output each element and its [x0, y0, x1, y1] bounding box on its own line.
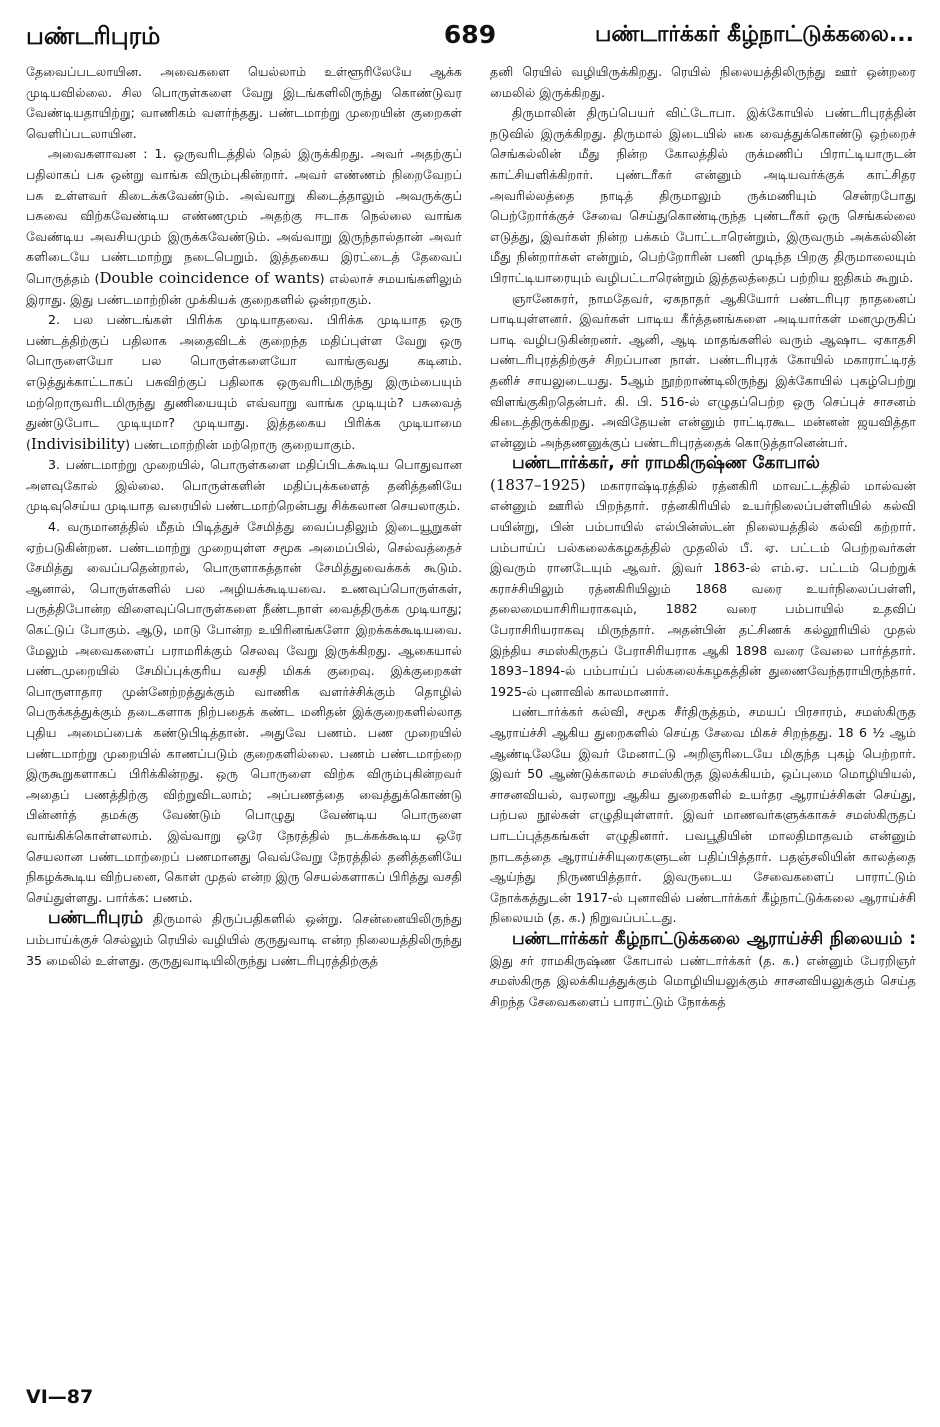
entry-text-institute: இது சர் ராமகிருஷ்ண கோபால் பண்டார்க்கர் (த. க.) என்னும் பேரறிஞர் சமஸ்கிருத இலக்கியத்துக்கும் மொழியியலுக்கும் சாசனவியலுக்கும் செய்த சிறந்த சேவைகளைப் பாராட்டும் நோக்கத் — [490, 952, 916, 1009]
entry-text-pandaripuram: திருமால் திருப்பதிகளில் ஒன்று. சென்னையிலிருந்து பம்பாய்க்குச் செல்லும் ரெயில் வழியில் குருதுவாடி என்ற நிலையத்திலிருந்து 35 மைலில் உள்ளது. குருதுவாடியிலிருந்து பண்டரிபுரத்திற்குத் — [26, 911, 462, 968]
entry-text-bhandarkar: மகாராஷ்டிரத்தில் ரத்னகிரி மாவட்டத்தில் மால்வன் என்னும் ஊரில் பிறந்தார். ரத்னகிரியில் உயர்நிலைப்பள்ளியில் கல்வி பயின்று, பின் பம்பாயில் எல்பின்ஸ்டன் நிலையத்தில் கல்வி கற்றார். பம்பாய்ப் பல்கலைக்கழகத்தில் முதலில் பீ. ஏ. பட்டம் பெற்றவர்கள் இவரும் ரானடேயும் ஆவர். இவர் 1863-ல் எம்.ஏ. பட்டம் பெற்றுக் கராச்சியிலும் ரத்னகிரியிலும் 1868 வரை உயர்நிலைப்பள்ளி, தலைமையாசிரியராகவும், 1882 வரை பம்பாயில் உதவிப் பேராசிரியராகவு மிருந்தார். அதன்பின் தட்சிணக் கல்லூரியில் முதல் இந்திய சமஸ்கிருதப் பேராசிரியராக ஆகி 1898 வரை வேலை பார்த்தார். 1893–1894-ல் பம்பாய்ப் பல்கலைக்கழகத்தின் துணைவேந்தராயிருந்தார். 1925-ல் புனாவில் காலமானார். — [490, 477, 916, 699]
latin-term-indivisibility: Indivisibility — [30, 434, 126, 453]
latin-term-double-coincidence: Double coincidence of wants — [99, 268, 320, 287]
running-head-left: பண்டரிபுரம் — [26, 22, 161, 50]
paragraph-5: 4. வருமானத்தில் மீதம் பிடித்துச் சேமித்து வைப்பதிலும் இடையூறுகள் ஏற்படுகின்றன. பண்டமாற்று முறையுள்ள சமூக அமைப்பில், செல்வத்தைச் சேமித்து வைப்பதென்றால், பொருளாகத்தான் சேமித்துவைக்கக் கூடும். ஆனால், பொருள்களில் பல அழியக்கூடியவை. உணவுப்பொருள்கள், பருத்திபோன்ற விளைவுப்பொருள்களை நீண்டநாள் வைத்திருக்க முடியாது; கெட்டுப் போகும். ஆடு, மாடு போன்ற உயிரினங்களோ இறக்கக்கூடியவை. மேலும் அவைகளைப் பராமரிக்கும் செலவு வேறு இருக்கிறது. ஆகையால் பண்டமுறையில் சேமிப்புக்குரிய வசதி மிகக் குறைவு. இக்குறைகள் பொருளாதார முன்னேற்றத்துக்கும் வாணிக வளர்ச்சிக்கும் தொழில் பெருக்கத்துக்கும் தடைகளாக நிற்பதைக் கண்ட மனிதன் இக்குறைகளில்லாத புதிய அமைப்பைக் கண்டுபிடித்தான். அதுவே பணம். பண முறையில் பண்டமாற்று முறையில் காணப்படும் குறைகளில்லை. பணம் பண்டமாற்றை இருகூறுகளாகப் பிரிக்கின்றது. ஒரு பொருளை விற்க விரும்புகின்றவர் அதைப் பணத்திற்கு விற்றுவிடலாம்; அப்பணத்தை வைத்துக்கொண்டு பின்னர்த் தமக்கு வேண்டும் பொழுது வேண்டிய பொருளை வாங்கிக்கொள்ளலாம். இவ்வாறு ஒரே நேரத்தில் நடக்கக்கூடிய ஒரே செயலான பண்டமாற்றைப் பணமானது வெவ்வேறு நேரத்தில் தனித்தனியே நிகழக்கூடிய விற்பனை, கொள் முதல் என்ற இரு செயல்களாகப் பிரித்து வசதி செய்துள்ளது. பார்க்க: பணம். — [26, 519, 463, 905]
page-number: 689 — [443, 20, 497, 49]
paragraph-2 — [26, 144, 462, 310]
entry-heading-pandaripuram: பண்டரிபுரம் — [48, 908, 144, 929]
paragraph-r2: திருமாலின் திருப்பெயர் விட்டோபா. இக்கோயில் பண்டரிபுரத்தின் நடுவில் இருக்கிறது. திருமால் இடையில் கை வைத்துக்கொண்டு ஒற்றைச் செங்கல்லின் மீது நின்ற கோலத்தில் ருக்மணிப் பிராட்டியாருடன் காட்சியளிக்கிறார். புண்டரீகர் என்னும் அடியவர்க்குக் காட்சிதர அவரில்லத்தை நாடித் திருமாலும் ருக்மணியும் சென்றபோது பெற்றோர்க்குச் சேவை செய்துகொண்டிருந்த புண்டரீகர் ஒரு செங்கல்லை எடுத்து, இவர்கள் நின்ற பக்கம் போட்டாரென்றும், இருவரும் அக்கல்லின் மீது நின்றார்கள் என்றும், பெற்றோரின் பணி முடிந்த பிறகு திருமாலையும் பிராட்டியாரையும் வழிபட்டாரென்றும் இத்தலத்தைப் பற்றிய ஐதிகம் கூறும். — [490, 105, 916, 285]
paragraph-2-text-a: அவைகளாவன : 1. ஒருவரிடத்தில் நெல் இருக்கிறது. அவர் அதற்குப் பதிலாகப் பசு ஒன்று வாங்க விரும்புகின்றார். அவர் எண்ணம் நிறைவேறப் பசு உள்ளவர் கிடைக்கவேண்டும். அவ்வாறு கிடைத்தாலும் அவருக்குப் பசுவை விற்கவேண்டிய எண்ணமும் அதற்கு ஈடாக நெல்லை வாங்க வேண்டிய அவசியமும் இருக்கவேண்டும். அவ்வாறு இருந்தால்தான் அவர் களிடையே பண்டமாற்று நடைபெறும். இத்தகைய இரட்டைத் தேவைப் பொருத்தம் ( — [26, 146, 462, 286]
paragraph-2-text-b: ) எல்லாச் சமயங்களிலும் இராது. இது பண்டமாற்றின் முக்கியக் குறைகளில் ஒன்றாகும். — [26, 270, 462, 307]
paragraph-4: 3. பண்டமாற்று முறையில், பொருள்களை மதிப்பிடக்கூடிய பொதுவான அளவுகோல் இல்லை. பொருள்களின் மதிப்புக்களைத் தனித்தனியே முடிவுசெய்ய முடியாத வரையில் பண்டமாற்றென்பது சிக்கலான செயலாகும். — [26, 457, 462, 514]
paragraph-1: தேவைப்படலாயின. அவைகளை யெல்லாம் உள்ளூரிலேயே ஆக்க முடியவில்லை. சில பொருள்களை வேறு இடங்களிலிருந்து கொண்டுவர வேண்டியதாயிற்று; வாணிகம் வளர்ந்தது. பண்டமாற்று முறையின் குறைகள் வெளிப்படலாயின. — [26, 64, 462, 141]
entry-heading-institute: பண்டார்க்கர் கீழ்நாட்டுக்கலை ஆராய்ச்சி நிலையம் : — [512, 928, 916, 949]
entry-pandaripuram — [26, 908, 462, 971]
running-head-right: பண்டார்க்கர் கீழ்நாட்டுக்கலை... — [595, 22, 914, 47]
paragraph-r1: தனி ரெயில் வழியிருக்கிறது. ரெயில் நிலையத்திலிருந்து ஊர் ஒன்றரை மைலில் இருக்கிறது. — [490, 64, 916, 100]
paragraph-r5: பண்டார்க்கர் கல்வி, சமூக சீர்திருத்தம், சமயப் பிரசாரம், சமஸ்கிருத ஆராய்ச்சி ஆகிய துறைகளில் செய்த சேவை மிகச் சிறந்தது. 18 6 ½ ஆம் ஆண்டிலேயே இவர் மேனாட்டு அறிஞரிடையே மிகுந்த புகழ் பெற்றார். இவர் 50 ஆண்டுக்காலம் சமஸ்கிருத இலக்கியம், ஒப்புமை மொழியியல், சாசனவியல், வரலாறு ஆகிய துறைகளில் உயர்தர ஆராய்ச்சிகள் செய்து, பற்பல நூல்கள் எழுதியுள்ளார். இவர் மாணவர்களுக்காகச் சமஸ்கிருதப் பாடப்புத்தகங்கள் எழுதினார். பவபூதியின் மாலதிமாதவம் என்னும் நாடகத்தை ஆராய்ச்சியுரைகளுடன் பதிப்பித்தார். பதஞ்சலியின் காலத்தை ஆய்ந்து நிருணயித்தார். இவருடைய சேவைகளைப் பாராட்டும் நோக்கத்துடன் 1917-ல் புனாவில் பண்டார்க்கர் கீழ்நாட்டுக்கலை ஆராய்ச்சி நிலையம் (த. க.) நிறுவப்பட்டது. — [490, 704, 916, 926]
entry-heading-bhandarkar: பண்டார்க்கர், சர் ராமகிருஷ்ண கோபால் — [512, 453, 820, 474]
paragraph-r3: ஞானேசுரர், நாமதேவர், ஏகநாதர் ஆகியோர் பண்டரிபுர நாதனைப் பாடியுள்ளனர். இவர்கள் பாடிய கீர்த்தனங்களை அடியார்கள் மனமுருகிப் பாடி வழிபடுகின்றனர். ஆனி, ஆடி மாதங்களில் வரும் ஆஷாட ஏகாதசி பண்டரிபுரத்திற்குச் சிறப்பான நாள். பண்டரிபுரக் கோயில் மகாராட்டிரத் தனிச் சாயலுடையது. 5ஆம் நூற்றாண்டிலிருந்து இக்கோயில் புகழ்பெற்று விளங்குகிறதென்பர். கி. பி. 516-ல் எழுதப்பெற்ற ஒரு செப்புச் சாசனம் கிடைத்திருக்கிறது. அவிதேயன் என்னும் ராட்டிரகூட மன்னன் ஜயவித்தா என்னும் அந்தணனுக்குப் பண்டரிபுரத்தைக் கொடுத்தானென்பர். — [490, 290, 916, 450]
paragraph-3-text-a: 2. பல பண்டங்கள் பிரிக்க முடியாதவை. பிரிக்க முடியாத ஒரு பண்டத்திற்குப் பதிலாக அதைவிடக் குறைந்த மதிப்புள்ள வேறு ஒரு பொருளையோ பல பொருள்களையோ வாங்குவது கடினம். எடுத்துக்காட்டாகப் பசுவிற்குப் பதிலாக ஒருவரிடமிருந்து இரும்பையும் மற்றொருவரிடமிருந்து துணியையும் எவ்வாறு வாங்க முடியும்? பசுவைத் துண்டுபோட முடியுமா? முடியாது. இத்தகைய பிரிக்க முடியாமை ( — [26, 312, 462, 452]
paragraph-3 — [26, 310, 462, 455]
left-column — [26, 62, 462, 971]
right-column — [490, 62, 916, 1012]
paragraph-3-text-b: ) பண்டமாற்றின் மற்றொரு குறையாகும். — [125, 436, 356, 452]
entry-years-bhandarkar: (1837–1925) — [490, 475, 586, 494]
page-header — [0, 0, 940, 58]
entry-bhandarkar — [490, 453, 916, 702]
entry-bhandarkar-institute — [490, 929, 916, 1012]
signature-mark: VI—87 — [26, 1386, 94, 1408]
